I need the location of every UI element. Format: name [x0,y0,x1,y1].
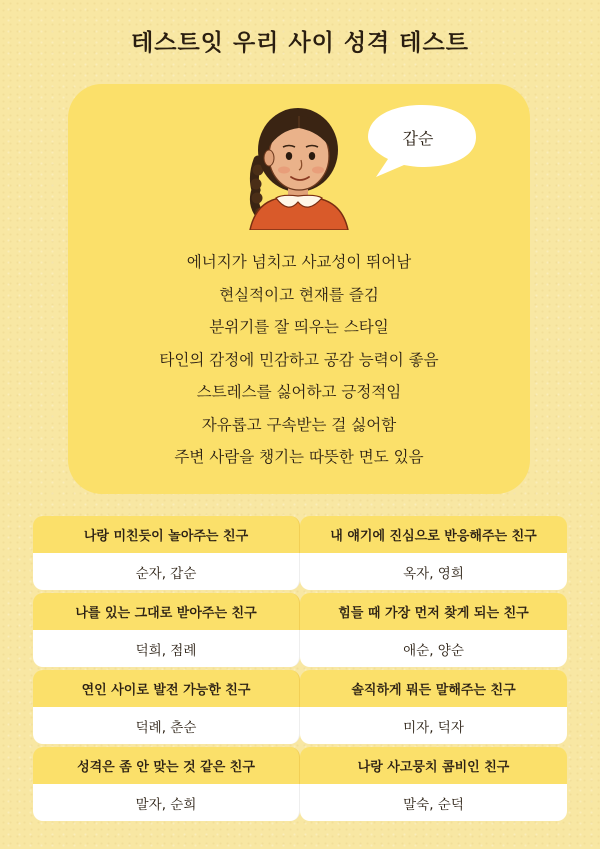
match-label: 힘들 때 가장 먼저 찾게 되는 친구 [300,593,567,630]
match-cell [300,747,567,821]
trait-list [68,246,530,474]
match-cell [33,747,300,821]
match-cell [300,593,567,667]
trait-item: 현실적이고 현재를 즐김 [219,285,379,304]
match-cell [33,593,300,667]
match-names: 덕례, 춘순 [33,707,300,744]
trait-item: 에너지가 넘치고 사교성이 뛰어남 [186,253,412,271]
girl-portrait-icon [246,98,352,230]
page-title: 테스트잇 우리 사이 성격 테스트 [131,30,469,56]
match-label: 성격은 좀 안 맞는 것 같은 친구 [33,747,300,784]
match-names: 옥자, 영희 [300,553,567,590]
trait-item: 분위기를 잘 띄우는 스타일 [209,318,389,336]
match-cell [300,670,567,744]
match-label: 나랑 사고뭉치 콤비인 친구 [300,747,567,784]
match-label: 나랑 미친듯이 놀아주는 친구 [33,516,300,553]
match-cell [33,516,300,590]
match-label: 연인 사이로 발전 가능한 친구 [33,670,300,707]
match-label: 솔직하게 뭐든 말해주는 친구 [300,670,567,707]
match-cell [300,516,567,590]
trait-item: 타인의 감정에 민감하고 공감 능력이 좋음 [159,350,439,369]
match-grid [33,516,567,821]
match-label: 내 얘기에 진심으로 반응해주는 친구 [300,516,567,553]
match-cell [33,670,300,744]
result-name: 갑순 [402,129,434,148]
match-names: 순자, 갑순 [33,553,300,590]
match-label: 나를 있는 그대로 받아주는 친구 [33,593,300,630]
result-card [68,84,530,494]
trait-item: 자유롭고 구속받는 걸 싫어함 [201,415,397,434]
trait-item: 주변 사람을 챙기는 따뜻한 면도 있음 [174,448,424,466]
match-names: 말자, 순희 [33,784,300,821]
trait-item: 스트레스를 싫어하고 긍정적임 [196,383,402,401]
match-names: 말숙, 순덕 [300,784,567,821]
match-names: 애순, 양순 [300,630,567,667]
match-names: 미자, 덕자 [300,707,567,744]
match-names: 덕희, 점례 [33,630,300,667]
